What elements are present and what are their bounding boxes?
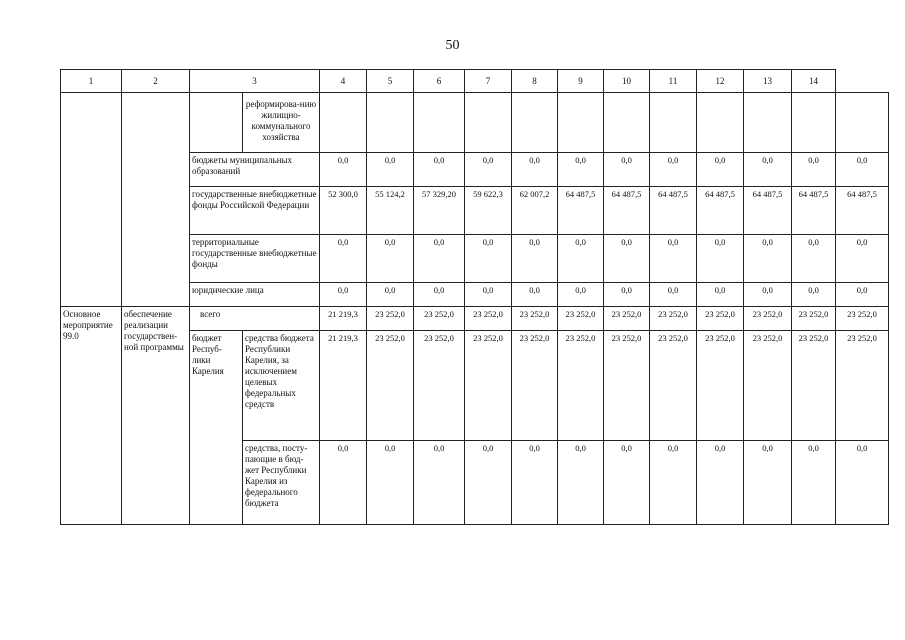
value-cell: 23 252,0	[465, 307, 512, 331]
value-cell: 23 252,0	[744, 307, 792, 331]
value-cell: 23 252,0	[792, 307, 836, 331]
col-header: 7	[465, 70, 512, 93]
col-header: 13	[744, 70, 792, 93]
value-cell: 0,0	[744, 283, 792, 307]
value-cell: 23 252,0	[650, 307, 697, 331]
value-cell: 64 487,5	[558, 187, 604, 235]
col-header: 14	[792, 70, 836, 93]
col-header: 10	[604, 70, 650, 93]
value-cell: 0,0	[465, 283, 512, 307]
value-cell: 23 252,0	[367, 331, 414, 441]
value-cell: 0,0	[367, 283, 414, 307]
value-cell: 0,0	[465, 153, 512, 187]
value-cell: 0,0	[558, 283, 604, 307]
value-cell: 0,0	[604, 153, 650, 187]
source-label: юридические лица	[190, 283, 320, 307]
col-header: 4	[320, 70, 367, 93]
value-cell: 23 252,0	[792, 331, 836, 441]
table-row	[61, 307, 889, 331]
value-cell	[836, 93, 889, 153]
table-row	[61, 93, 889, 153]
value-cell	[558, 93, 604, 153]
value-cell: 0,0	[465, 235, 512, 283]
value-cell	[792, 93, 836, 153]
value-cell: 52 300,0	[320, 187, 367, 235]
value-cell: 0,0	[836, 153, 889, 187]
value-cell: 23 252,0	[465, 331, 512, 441]
value-cell: 0,0	[414, 235, 465, 283]
value-cell: 23 252,0	[650, 331, 697, 441]
col-header: 1	[61, 70, 122, 93]
value-cell	[414, 93, 465, 153]
value-cell: 0,0	[697, 441, 744, 525]
empty-cell	[61, 93, 122, 307]
value-cell: 0,0	[414, 441, 465, 525]
value-cell: 23 252,0	[414, 331, 465, 441]
value-cell: 0,0	[792, 235, 836, 283]
header-row	[61, 70, 889, 93]
value-cell: 0,0	[744, 153, 792, 187]
value-cell: 23 252,0	[604, 307, 650, 331]
value-cell: 0,0	[367, 153, 414, 187]
value-cell: 59 622,3	[465, 187, 512, 235]
value-cell: 64 487,5	[744, 187, 792, 235]
value-cell: 0,0	[320, 235, 367, 283]
budget-label: бюджет Респуб-лики Карелия	[190, 331, 243, 525]
value-cell: 0,0	[792, 153, 836, 187]
source-label: средства бюджета Республики Карелия, за исключением целевых федеральных средств	[243, 331, 320, 441]
source-label: территориальные государственные внебюджетные фонды	[190, 235, 320, 283]
value-cell: 0,0	[792, 441, 836, 525]
value-cell: 0,0	[650, 235, 697, 283]
value-cell: 0,0	[836, 441, 889, 525]
value-cell: 23 252,0	[558, 331, 604, 441]
col-header: 5	[367, 70, 414, 93]
activity-description: обеспечение реализации государствен-ной программы	[122, 307, 190, 525]
source-label: реформирова-нию жилищно-коммунального хозяйства	[243, 93, 320, 153]
value-cell: 57 329,20	[414, 187, 465, 235]
value-cell: 0,0	[604, 441, 650, 525]
col-header: 6	[414, 70, 465, 93]
value-cell: 0,0	[697, 153, 744, 187]
value-cell	[465, 93, 512, 153]
value-cell: 23 252,0	[697, 331, 744, 441]
total-label: всего	[190, 307, 320, 331]
value-cell: 0,0	[512, 153, 558, 187]
value-cell: 64 487,5	[650, 187, 697, 235]
value-cell: 55 124,2	[367, 187, 414, 235]
value-cell: 23 252,0	[512, 307, 558, 331]
value-cell: 0,0	[558, 441, 604, 525]
col-header: 11	[650, 70, 697, 93]
empty-cell	[190, 93, 243, 153]
value-cell	[697, 93, 744, 153]
value-cell: 0,0	[512, 283, 558, 307]
source-label: государственные внебюджетные фонды Российской Федерации	[190, 187, 320, 235]
value-cell	[604, 93, 650, 153]
value-cell: 23 252,0	[558, 307, 604, 331]
value-cell: 23 252,0	[512, 331, 558, 441]
budget-table	[60, 69, 889, 525]
value-cell: 0,0	[367, 235, 414, 283]
value-cell	[650, 93, 697, 153]
value-cell: 0,0	[320, 441, 367, 525]
value-cell: 0,0	[697, 235, 744, 283]
value-cell: 0,0	[604, 283, 650, 307]
value-cell: 0,0	[744, 441, 792, 525]
value-cell: 64 487,5	[792, 187, 836, 235]
value-cell: 0,0	[320, 153, 367, 187]
value-cell: 0,0	[414, 153, 465, 187]
value-cell: 62 007,2	[512, 187, 558, 235]
value-cell: 0,0	[792, 283, 836, 307]
empty-cell	[122, 93, 190, 307]
value-cell: 0,0	[650, 441, 697, 525]
value-cell	[320, 93, 367, 153]
page-number: 50	[445, 38, 460, 53]
value-cell: 0,0	[650, 283, 697, 307]
value-cell: 0,0	[836, 235, 889, 283]
activity-name: Основное мероприятие 99.0	[61, 307, 122, 525]
value-cell: 0,0	[512, 235, 558, 283]
value-cell: 21 219,3	[320, 331, 367, 441]
value-cell: 23 252,0	[604, 331, 650, 441]
value-cell: 64 487,5	[697, 187, 744, 235]
col-header: 2	[122, 70, 190, 93]
value-cell: 23 252,0	[367, 307, 414, 331]
value-cell: 0,0	[367, 441, 414, 525]
value-cell	[512, 93, 558, 153]
value-cell: 23 252,0	[836, 307, 889, 331]
value-cell: 23 252,0	[836, 331, 889, 441]
value-cell: 0,0	[414, 283, 465, 307]
value-cell	[744, 93, 792, 153]
value-cell: 0,0	[465, 441, 512, 525]
value-cell: 23 252,0	[414, 307, 465, 331]
value-cell: 0,0	[558, 235, 604, 283]
col-header: 8	[512, 70, 558, 93]
value-cell: 0,0	[744, 235, 792, 283]
col-header: 3	[190, 70, 320, 93]
value-cell: 0,0	[320, 283, 367, 307]
value-cell: 23 252,0	[697, 307, 744, 331]
value-cell: 0,0	[604, 235, 650, 283]
value-cell: 64 487,5	[836, 187, 889, 235]
value-cell: 0,0	[512, 441, 558, 525]
value-cell: 0,0	[650, 153, 697, 187]
value-cell	[367, 93, 414, 153]
value-cell: 21 219,3	[320, 307, 367, 331]
value-cell: 64 487,5	[604, 187, 650, 235]
value-cell: 0,0	[558, 153, 604, 187]
source-label: средства, посту-пающие в бюд-жет Республики Карелия из федерального бюджета	[243, 441, 320, 525]
col-header: 12	[697, 70, 744, 93]
col-header: 9	[558, 70, 604, 93]
source-label: бюджеты муниципальных образований	[190, 153, 320, 187]
value-cell: 0,0	[836, 283, 889, 307]
value-cell: 23 252,0	[744, 331, 792, 441]
value-cell: 0,0	[697, 283, 744, 307]
